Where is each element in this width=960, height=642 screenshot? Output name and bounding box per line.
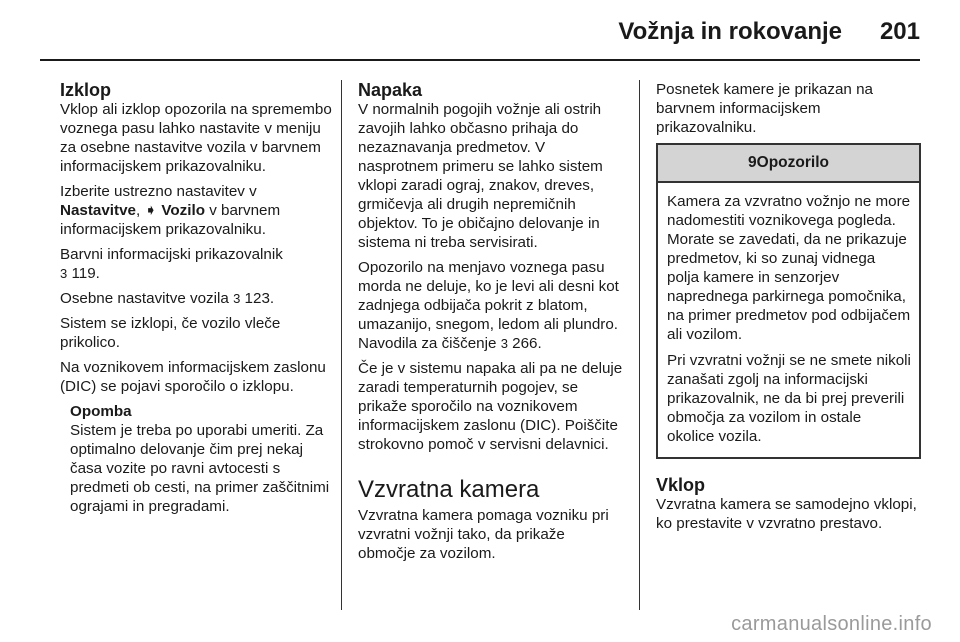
page-reference-icon: 3: [60, 266, 68, 281]
page-reference-icon: 3: [500, 336, 508, 351]
menu-item-nastavitve: Nastavitve: [60, 202, 136, 219]
column-divider: [639, 80, 640, 610]
column-middle: [358, 80, 624, 569]
warning-icon: 9: [748, 154, 757, 171]
note-text: Sistem je treba po uporabi umeriti. Za optimalno delovanje čim prej nekaj časa vozite po ravni avtocesti s predmeti ob cesti, na primer zaščitnimi ograjami in pregradami.: [70, 422, 330, 515]
paragraph-text: Osebne nastavitve vozila: [60, 290, 229, 307]
note-block: [60, 402, 332, 516]
section-heading-napaka: Napaka: [358, 80, 423, 100]
warning-title: Opozorilo: [756, 154, 829, 171]
paragraph: Vzvratna kamera pomaga vozniku pri vzvratni vožnji tako, da prikaže območje za vozilom.: [358, 507, 609, 562]
menu-item-vozilo: Vozilo: [161, 202, 205, 219]
column-divider: [341, 80, 342, 610]
paragraph: [60, 245, 332, 283]
paragraph-text: Barvni informacijski prikazovalnik: [60, 246, 283, 263]
header-rule: [40, 59, 920, 61]
page-header: [0, 0, 960, 60]
paragraph: Sistem se izklopi, če vozilo vleče prikolico.: [60, 315, 281, 351]
watermark: carmanualsonline.info: [731, 613, 932, 635]
paragraph: Na voznikovem informacijskem zaslonu (DIC) se pojavi sporočilo o izklopu.: [60, 359, 326, 395]
warning-paragraph: Kamera za vzvratno vožnjo ne more nadomestiti voznikovega pogleda. Morate se zavedati, da ne prikazuje predmetov, ki so zunaj vidnega polja kamere in senzorjev naprednega parkirnega pomočnika, na primer predmetov pod odbijačem ali vozilom.: [667, 193, 911, 343]
page-reference-icon: 3: [233, 291, 241, 306]
paragraph: Vzvratna kamera se samodejno vklopi, ko prestavite v vzvratno prestavo.: [656, 496, 917, 532]
paragraph-text: Opozorilo na menjavo voznega pasu morda ne deluje, ko je levi ali desni kot zadnjega odbijača pokrit z blatom, umazanijo, snegom, ledom ali plundro. Navodila za čiščenje: [358, 259, 619, 352]
paragraph: V normalnih pogojih vožnje ali ostrih zavojih lahko občasno prihaja do nezaznavanja predmetov. V nasprotnem primeru se lahko sistem vklopi zaradi ograj, znakov, dreves, grmičevja ali drugih nepremičnih objektov. To je običajno delovanje in sistema ni treba servisirati.: [358, 101, 603, 251]
paragraph: [60, 289, 332, 308]
section-heading-vklop: Vklop: [656, 475, 706, 495]
paragraph-text: v barvnem informacijskem prikazovalniku.: [60, 202, 281, 238]
paragraph-text: Izberite ustrezno nastavitev v: [60, 183, 257, 200]
page-reference: 119.: [71, 265, 100, 282]
section-heading-izklop: Izklop: [60, 80, 112, 100]
column-right: [656, 80, 921, 539]
warning-paragraph: Pri vzvratni vožnji se ne smete nikoli zanašati zgolj na informacijski prikazovalnik, ne da bi prej preverili območja za vozilom in ostale okolice vozila.: [667, 352, 911, 445]
warning-header: [658, 145, 919, 183]
paragraph: [358, 258, 624, 353]
column-left: [60, 80, 332, 516]
note-title: Opomba: [70, 403, 132, 420]
warning-box: [656, 143, 921, 459]
page-number: 201: [879, 18, 920, 45]
paragraph: Če je v sistemu napaka ali pa ne deluje zaradi temperaturnih pogojev, se prikaže sporočilo na voznikovem informacijskem zaslonu (DIC). Poiščite strokovno pomoč v servisni delavnici.: [358, 360, 623, 453]
page-reference: 266.: [512, 335, 542, 352]
section-title-vzvratna-kamera: Vzvratna kamera: [358, 476, 540, 503]
page-reference: 123.: [244, 290, 275, 307]
menu-arrow-icon: ➧: [144, 202, 158, 219]
paragraph: Vklop ali izklop opozorila na spremembo voznega pasu lahko nastavite v meniju za osebne nastavitve vozila v barvnem informacijskem prikazovalniku.: [60, 101, 332, 175]
paragraph: Izberite ustrezno nastavitev v Nastavitve, ➧ Vozilo v barvnem informacijskem prikazovalniku.: [60, 183, 281, 238]
paragraph: Posnetek kamere je prikazan na barvnem informacijskem prikazovalniku.: [656, 81, 873, 136]
chapter-title: Vožnja in rokovanje: [618, 18, 842, 45]
warning-body: [658, 183, 919, 457]
